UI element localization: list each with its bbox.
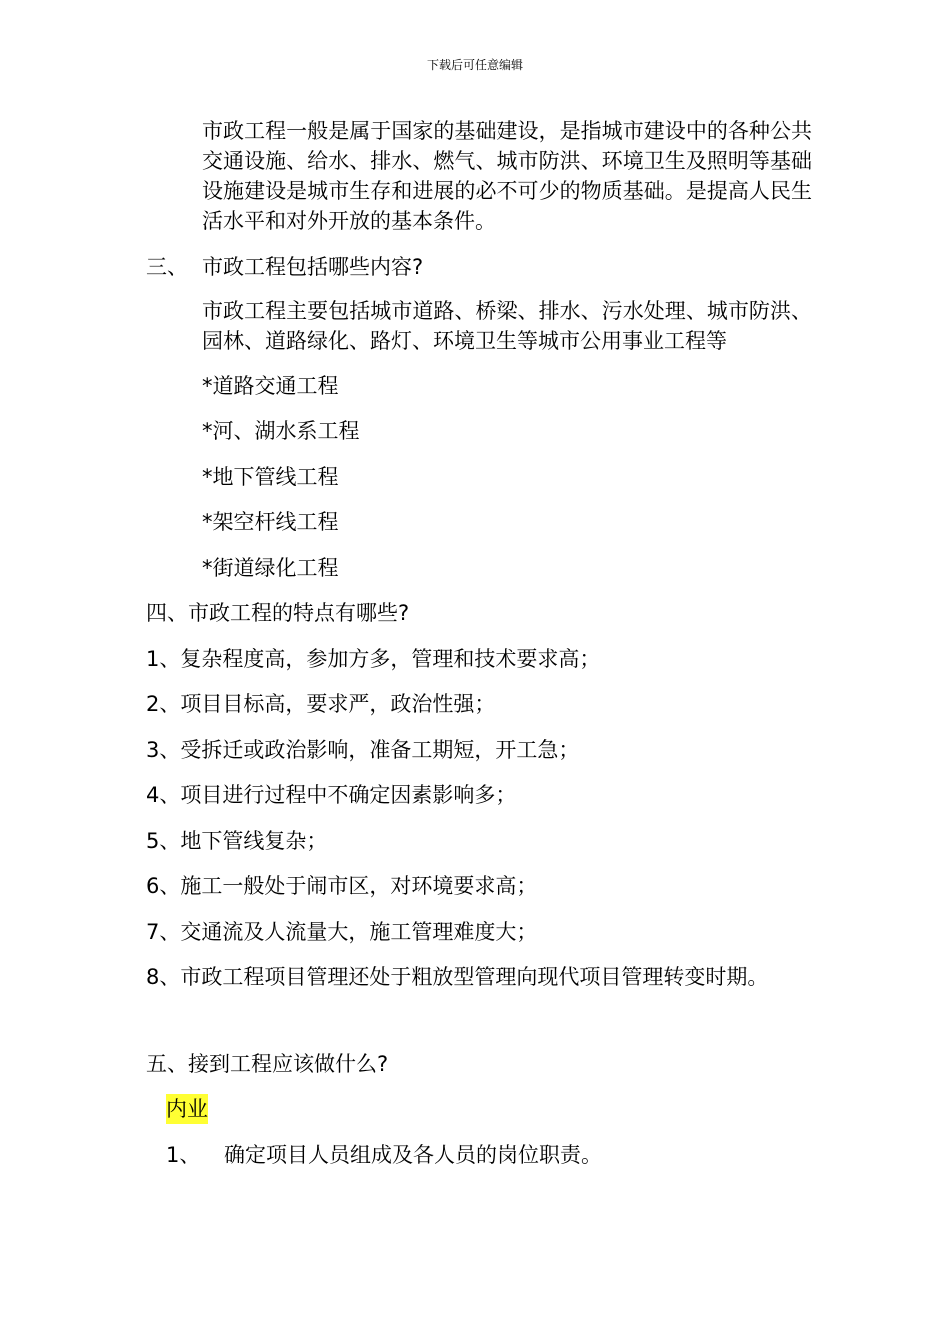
list-item: 6、施工一般处于闹市区，对环境要求高； xyxy=(146,874,538,898)
section-5-title: 五、接到工程应该做什么? xyxy=(146,1052,389,1076)
list-item: *地下管线工程 xyxy=(202,465,339,489)
list-item: 3、受拆迁或政治影响，准备工期短，开工急； xyxy=(146,738,580,762)
section-5-item-text: 确定项目人员组成及各人员的岗位职责。 xyxy=(224,1143,602,1167)
section-5-item-number: 1、 xyxy=(166,1143,201,1167)
list-item: 8、市政工程项目管理还处于粗放型管理向现代项目管理转变时期。 xyxy=(146,965,769,989)
list-item: *街道绿化工程 xyxy=(202,556,339,580)
section-3-body: 市政工程主要包括城市道路、桥梁、排水、污水处理、城市防洪、园林、道路绿化、路灯、环境卫生等城市公用事业工程等 xyxy=(202,299,812,353)
list-item: 2、项目目标高，要求严，政治性强； xyxy=(146,692,496,716)
list-item: 1、复杂程度高，参加方多，管理和技术要求高； xyxy=(146,647,601,671)
list-item: 5、地下管线复杂； xyxy=(146,829,328,853)
list-item: 7、交通流及人流量大，施工管理难度大； xyxy=(146,920,538,944)
list-item: *河、湖水系工程 xyxy=(202,419,360,443)
list-item: *架空杆线工程 xyxy=(202,510,339,534)
list-item: 4、项目进行过程中不确定因素影响多； xyxy=(146,783,517,807)
section-4-title: 四、市政工程的特点有哪些? xyxy=(146,601,410,625)
section-3-title: 市政工程包括哪些内容? xyxy=(202,255,424,279)
intro-paragraph: 市政工程一般是属于国家的基础建设，是指城市建设中的各种公共交通设施、给水、排水、燃气、城市防洪、环境卫生及照明等基础设施建设是城市生存和进展的必不可少的物质基础。是提高人民生活水平和对外开放的基本条件。 xyxy=(202,119,812,233)
page-header: 下载后可任意编辑 xyxy=(426,58,523,72)
highlighted-subheading: 内业 xyxy=(166,1094,208,1124)
list-item: *道路交通工程 xyxy=(202,374,339,398)
section-3-number: 三、 xyxy=(146,255,188,279)
